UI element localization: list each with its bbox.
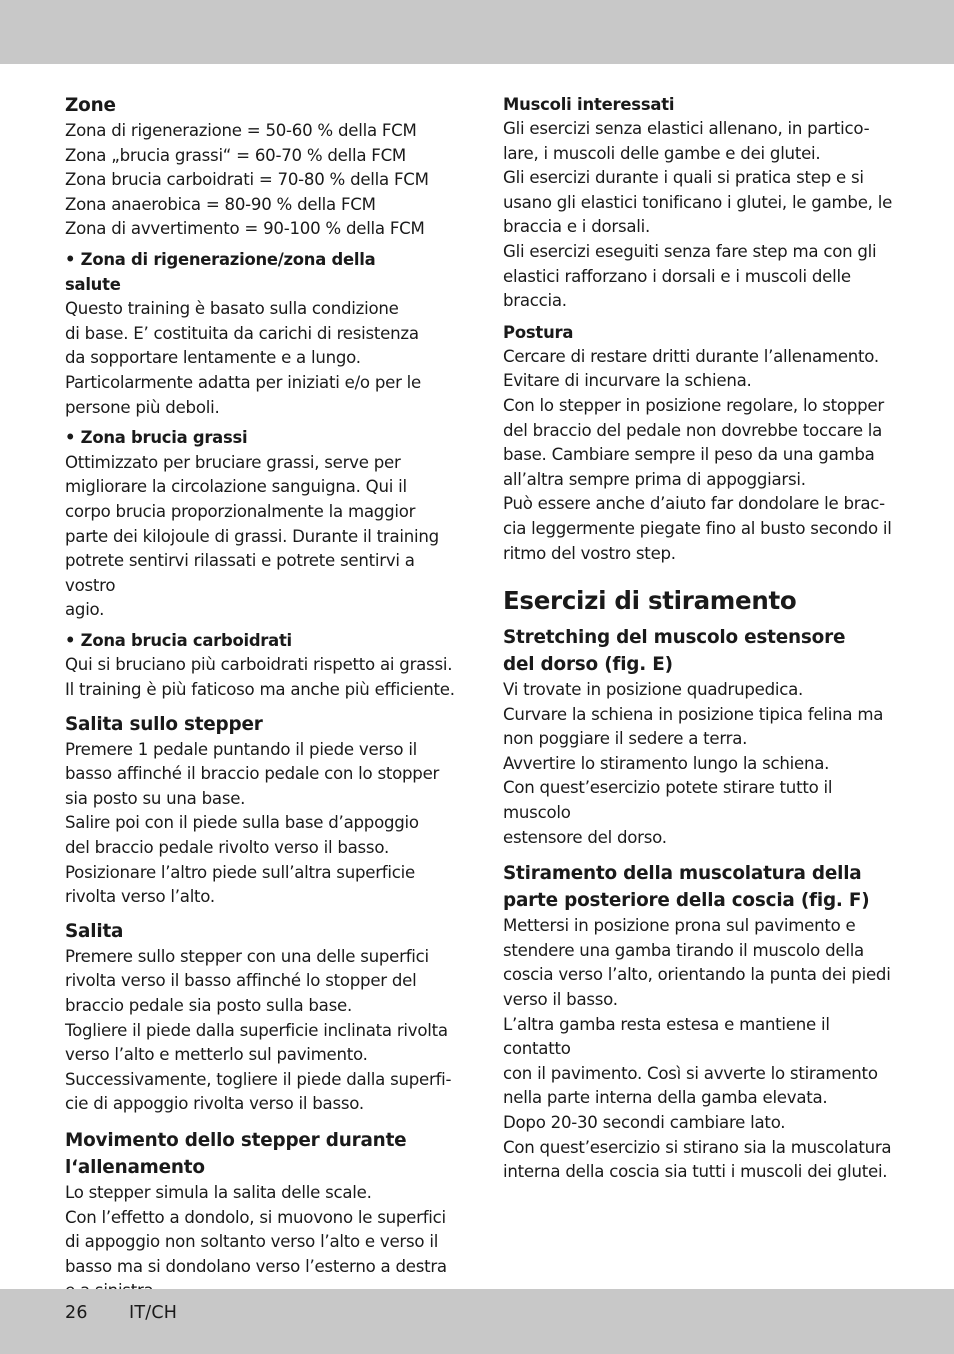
- body-line: Gli esercizi senza elastici allenano, in partico-: [503, 119, 870, 138]
- section-carboidrati: [65, 629, 457, 703]
- header-band: [0, 0, 954, 64]
- body-line: usano gli elastici tonificano i glutei, le gambe, le: [503, 192, 893, 212]
- body-line: basso affinché il braccio pedale con lo stopper: [65, 764, 440, 784]
- section-stretching-dorso: [503, 624, 895, 850]
- body-line: Curvare la schiena in posizione tipica felina ma: [503, 704, 884, 724]
- body-line: coscia verso l’alto, orientando la punta dei piedi: [503, 965, 891, 985]
- heading-zone: Zone: [65, 95, 116, 116]
- heading-salita: Salita: [65, 920, 124, 942]
- right-column: [503, 92, 895, 1185]
- section-zone: [65, 92, 457, 242]
- body-line: estensore del dorso.: [503, 827, 667, 847]
- body-line: Togliere il piede dalla superficie inclinata rivolta: [65, 1020, 448, 1040]
- body-line: elastici rafforzano i dorsali e i muscoli delle: [503, 266, 851, 286]
- body-line: Questo training è basato sulla condizione: [65, 299, 399, 319]
- section-salita-stepper: [65, 711, 457, 910]
- body-line: stendere una gamba tirando il muscolo della: [503, 940, 864, 960]
- body-line: Premere 1 pedale puntando il piede verso il: [65, 739, 418, 759]
- zone-line: Zona anaerobica = 80-90 % della FCM: [65, 194, 376, 214]
- section-muscoli: [503, 92, 895, 314]
- body-line: Con l’effetto a dondolo, si muovono le superfici: [65, 1207, 446, 1227]
- body-line: persone più deboli.: [65, 397, 220, 417]
- heading-salita-stepper: Salita sullo stepper: [65, 713, 263, 735]
- body-line: parte dei kilojoule di grassi. Durante il training: [65, 526, 439, 546]
- page-number: 26: [65, 1303, 88, 1323]
- body-line: braccia.: [503, 291, 567, 311]
- body-line: Cercare di restare dritti durante l’allenamento.: [503, 346, 879, 366]
- body-line: cia leggermente piegate fino al busto secondo il: [503, 518, 892, 538]
- zone-line: Zona „brucia grassi“ = 60-70 % della FCM: [65, 145, 406, 165]
- section-stiramento-coscia: [503, 860, 895, 1185]
- zone-line: Zona di rigenerazione = 50-60 % della FCM: [65, 121, 417, 140]
- body-line: rivolta verso l’alto.: [65, 887, 215, 907]
- body-line: sia posto su una base.: [65, 788, 246, 808]
- section-rigenerazione: [65, 248, 457, 420]
- body-line: migliorare la circolazione sanguigna. Qui il: [65, 477, 407, 497]
- body-line: L’altra gamba resta estesa e mantiene il contatto: [503, 1014, 830, 1059]
- body-line: Avvertire lo stiramento lungo la schiena.: [503, 753, 830, 773]
- body-line: Con quest’esercizio potete stirare tutto il muscolo: [503, 778, 833, 823]
- heading-rigenerazione-cont: salute: [65, 274, 121, 294]
- body-line: lare, i muscoli delle gambe e dei glutei.: [503, 143, 821, 163]
- body-line: non poggiare il sedere a terra.: [503, 729, 748, 749]
- heading-movimento-cont: l‘allenamento: [65, 1156, 205, 1178]
- body-line: Premere sullo stepper con una delle superfici: [65, 946, 429, 966]
- body-line: agio.: [65, 600, 105, 620]
- heading-stiramento: Stiramento della muscolatura della: [503, 863, 862, 885]
- body-line: Qui si bruciano più carboidrati rispetto ai grassi.: [65, 655, 453, 675]
- body-line: Particolarmente adatta per iniziati e/o per le: [65, 372, 422, 392]
- section-postura: [503, 320, 895, 566]
- body-line: Lo stepper simula la salita delle scale.: [65, 1182, 372, 1202]
- body-line: Posizionare l’altro piede sull’altra superficie: [65, 862, 415, 882]
- body-line: base. Cambiare sempre il peso da una gamba: [503, 445, 875, 465]
- heading-stretching-cont: del dorso (fig. E): [503, 654, 673, 676]
- body-line: Con lo stepper in posizione regolare, lo stopper: [503, 395, 884, 415]
- body-line: Dopo 20-30 secondi cambiare lato.: [503, 1113, 786, 1132]
- heading-postura: Postura: [503, 322, 574, 342]
- heading-esercizi-stiramento: Esercizi di stiramento: [503, 586, 797, 616]
- heading-stretching: Stretching del muscolo estensore: [503, 627, 846, 649]
- body-line: verso l’alto e metterlo sul pavimento.: [65, 1045, 368, 1065]
- body-line: Il training è più faticoso ma anche più efficiente.: [65, 680, 455, 700]
- heading-movimento: Movimento dello stepper durante: [65, 1129, 407, 1151]
- body-line: Evitare di incurvare la schiena.: [503, 371, 752, 391]
- body-line: di appoggio non soltanto verso l’alto e verso il: [65, 1232, 439, 1252]
- body-line: del braccio pedale rivolto verso il basso.: [65, 838, 389, 858]
- heading-grassi: • Zona brucia grassi: [65, 428, 248, 448]
- body-line: di base. E’ costituita da carichi di resistenza: [65, 323, 419, 343]
- body-line: del braccio del pedale non dovrebbe toccare la: [503, 420, 883, 440]
- heading-stiramento-cont: parte posteriore della coscia (fig. F): [503, 890, 870, 912]
- zone-line: Zona brucia carboidrati = 70-80 % della FCM: [65, 170, 429, 190]
- body-line: all’altra sempre prima di appoggiarsi.: [503, 469, 806, 489]
- zone-line: Zona di avvertimento = 90-100 % della FCM: [65, 219, 425, 239]
- body-line: Successivamente, togliere il piede dalla superfi-: [65, 1069, 452, 1089]
- body-line: braccia e i dorsali.: [503, 217, 651, 237]
- heading-carboidrati: • Zona brucia carboidrati: [65, 630, 292, 650]
- body-line: cie di appoggio rivolta verso il basso.: [65, 1094, 364, 1114]
- body-line: Gli esercizi eseguiti senza fare step ma con gli: [503, 241, 877, 261]
- body-line: Vi trovate in posizione quadrupedica.: [503, 680, 804, 700]
- body-line: interna della coscia sia tutti i muscoli dei glutei.: [503, 1162, 888, 1182]
- body-line: da sopportare lentamente e a lungo.: [65, 348, 361, 368]
- body-line: braccio pedale sia posto sulla base.: [65, 996, 352, 1015]
- body-line: Può essere anche d’aiuto far dondolare le brac-: [503, 494, 885, 514]
- body-line: Salire poi con il piede sulla base d’appoggio: [65, 813, 419, 833]
- body-line: basso ma si dondolano verso l’esterno a destra: [65, 1256, 447, 1276]
- body-line: verso il basso.: [503, 990, 618, 1010]
- locale-label: IT/CH: [129, 1303, 178, 1323]
- body-line: Mettersi in posizione prona sul pavimento e: [503, 916, 856, 936]
- heading-rigenerazione: • Zona di rigenerazione/zona della: [65, 249, 376, 269]
- body-line: rivolta verso il basso affinché lo stopper del: [65, 971, 417, 991]
- body-line: nella parte interna della gamba elevata.: [503, 1088, 828, 1108]
- section-grassi: [65, 426, 457, 623]
- body-line: ritmo del vostro step.: [503, 543, 676, 563]
- body-line: corpo brucia proporzionalmente la maggior: [65, 501, 416, 521]
- section-salita: [65, 918, 457, 1117]
- body-line: potrete sentirvi rilassati e potrete sentirvi a vostro: [65, 551, 415, 595]
- section-movimento: [65, 1127, 457, 1304]
- heading-muscoli: Muscoli interessati: [503, 95, 675, 114]
- body-line: Gli esercizi durante i quali si pratica step e si: [503, 168, 864, 188]
- body-line: con il pavimento. Così si avverte lo stiramento: [503, 1063, 878, 1083]
- body-line: Con quest’esercizio si stirano sia la muscolatura: [503, 1137, 892, 1157]
- body-line: Ottimizzato per bruciare grassi, serve per: [65, 452, 401, 472]
- left-column: [65, 92, 457, 1304]
